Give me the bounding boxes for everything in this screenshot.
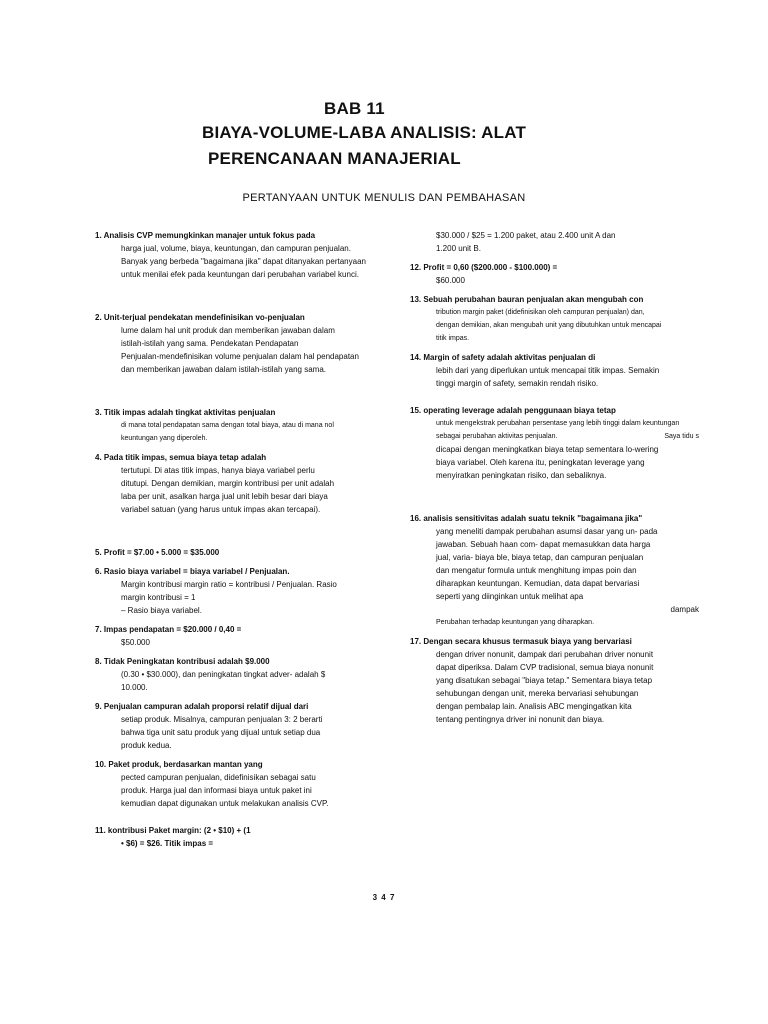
body-line: tentang pentingnya driver ini nonunit dan biaya. xyxy=(436,715,605,724)
body-line: seperti yang diinginkan untuk melihat apa xyxy=(436,592,584,601)
body-line: produk kedua. xyxy=(121,741,172,750)
body-line: biaya variabel. Oleh karena itu, peningkatan leverage yang xyxy=(436,458,645,467)
body-line: Penjualan-mendefinisikan volume penjualan dalam hal pendapatan xyxy=(121,352,359,361)
question-heading: 7. Impas pendapatan = $20.000 / 0,40 = xyxy=(95,625,242,634)
body-line: jual, varia- biaya ble, biaya tetap, dan campuran penjualan xyxy=(436,553,644,562)
question-13 xyxy=(410,293,705,345)
question-10 xyxy=(95,758,385,810)
question-body xyxy=(410,306,705,345)
question-11 xyxy=(95,824,385,850)
question-1 xyxy=(95,229,385,281)
question-body xyxy=(95,771,385,810)
question-heading: 6. Rasio biaya variabel = biaya variabel / Penjualan. xyxy=(95,567,290,576)
question-9 xyxy=(95,700,385,752)
question-body xyxy=(410,417,705,443)
question-heading: 11. kontribusi Paket margin: (2 • $10) + (1 xyxy=(95,826,251,835)
question-heading: 14. Margin of safety adalah aktivitas penjualan di xyxy=(410,353,596,362)
question-body xyxy=(95,837,385,850)
question-heading: 15. operating leverage adalah penggunaan biaya tetap xyxy=(410,406,616,415)
body-line: (0.30 • $30.000), dan peningkatan tingkat adver- adalah $ xyxy=(121,670,326,679)
body-line: produk. Harga jual dan informasi biaya untuk paket ini xyxy=(121,786,312,795)
body-line: untuk mengekstrak perubahan persentase yang lebih tinggi dalam keuntungan xyxy=(436,420,680,427)
body-line: untuk menilai efek pada keuntungan dari perubahan variabel kunci. xyxy=(121,270,359,279)
body-line: laba per unit, asalkan harga jual unit lebih besar dari biaya xyxy=(121,492,328,501)
body-line: dan memberikan jawaban dalam istilah-istilah yang sama. xyxy=(121,365,326,374)
question-body xyxy=(95,668,385,694)
body-text: sebagai perubahan aktivitas penjualan. xyxy=(436,433,558,440)
body-line: sehubungan dengan unit, mereka bervariasi sehubungan xyxy=(436,689,639,698)
body-line: setiap produk. Misalnya, campuran penjualan 3: 2 berarti xyxy=(121,715,323,724)
section-heading: PERTANYAAN UNTUK MENULIS DAN PEMBAHASAN xyxy=(242,192,526,204)
question-11-continued xyxy=(410,229,705,255)
question-2 xyxy=(95,311,385,376)
body-line: keuntungan yang diperoleh. xyxy=(121,435,208,442)
question-body xyxy=(95,578,385,617)
question-3 xyxy=(95,406,385,445)
body-line: di mana total pendapatan sama dengan total biaya, atau di mana nol xyxy=(121,422,334,429)
question-heading: 13. Sebuah perubahan bauran penjualan akan mengubah con xyxy=(410,295,644,304)
question-heading: 5. Profit = $7.00 • 5.000 = $35.000 xyxy=(95,548,220,557)
body-line: dengan demikian, akan mengubah unit yang dibutuhkan untuk mencapai xyxy=(436,322,662,329)
question-heading: 4. Pada titik impas, semua biaya tetap adalah xyxy=(95,453,267,462)
body-line: 10.000. xyxy=(121,683,148,692)
question-heading: 16. analisis sensitivitas adalah suatu teknik "bagaimana jika" xyxy=(410,514,643,523)
question-12 xyxy=(410,261,705,287)
body-line: Banyak yang berbeda "bagaimana jika" dapat ditanyakan pertanyaan xyxy=(121,257,366,266)
body-line: lebih dari yang diperlukan untuk mencapai titik impas. Semakin xyxy=(436,366,660,375)
body-line: titik impas. xyxy=(436,335,470,342)
body-line: bahwa tiga unit satu produk yang dijual untuk setiap dua xyxy=(121,728,321,737)
question-5 xyxy=(95,546,385,559)
question-16 xyxy=(410,512,705,629)
body-line: yang meneliti dampak perubahan asumsi dasar yang un- pada xyxy=(436,527,658,536)
question-7 xyxy=(95,623,385,649)
body-line: tinggi margin of safety, semakin rendah risiko. xyxy=(436,379,599,388)
question-heading: 17. Dengan secara khusus termasuk biaya yang bervariasi xyxy=(410,637,632,646)
body-line: diharapkan keuntungan. Kemudian, data dapat bervariasi xyxy=(436,579,640,588)
question-4 xyxy=(95,451,385,516)
question-body xyxy=(95,464,385,516)
body-line: kemudian dapat digunakan untuk melakukan analisis CVP. xyxy=(121,799,329,808)
question-17 xyxy=(410,635,705,726)
chapter-title-line1: BIAYA-VOLUME-LABA ANALISIS: ALAT xyxy=(202,123,527,142)
question-15 xyxy=(410,404,705,482)
body-line: • $6) = $26. Titik impas = xyxy=(121,839,214,848)
left-column xyxy=(95,229,385,850)
body-line: Margin kontribusi margin ratio = kontribusi / Penjualan. Rasio xyxy=(121,580,337,589)
right-column xyxy=(410,229,705,726)
question-heading: 1. Analisis CVP memungkinkan manajer untuk fokus pada xyxy=(95,231,316,240)
body-line: tertutupi. Di atas titik impas, hanya biaya variabel perlu xyxy=(121,466,315,475)
body-line: menyiratkan peningkatan risiko, dan sebaliknya. xyxy=(436,471,607,480)
body-line: lume dalam hal unit produk dan memberikan jawaban dalam xyxy=(121,326,335,335)
question-body xyxy=(95,242,385,281)
body-line: pected campuran penjualan, didefinisikan sebagai satu xyxy=(121,773,316,782)
body-line: $30.000 / $25 = 1.200 paket, atau 2.400 unit A dan xyxy=(436,231,616,240)
body-line: dampak xyxy=(670,605,699,614)
body-line: jawaban. Sebuah haan com- dapat memasukkan data harga xyxy=(436,540,651,549)
body-line: dengan pembalap lain. Analisis ABC mengingatkan kita xyxy=(436,702,632,711)
body-line: dengan driver nonunit, dampak dari perubahan driver nonunit xyxy=(436,650,654,659)
question-8 xyxy=(95,655,385,694)
question-heading: 10. Paket produk, berdasarkan mantan yang xyxy=(95,760,263,769)
body-line xyxy=(436,430,705,443)
chapter-number: BAB 11 xyxy=(324,99,385,118)
body-line: $60.000 xyxy=(436,276,465,285)
question-body xyxy=(410,274,705,287)
body-line: tribution margin paket (didefinisikan oleh campuran penjualan) dan, xyxy=(436,309,645,316)
question-body xyxy=(410,648,705,726)
question-body xyxy=(95,419,385,445)
question-heading: 12. Profit = 0,60 ($200.000 - $100.000) = xyxy=(410,263,558,272)
question-heading: 8. Tidak Peningkatan kontribusi adalah $9.000 xyxy=(95,657,270,666)
question-heading: 9. Penjualan campuran adalah proporsi relatif dijual dari xyxy=(95,702,309,711)
body-line: margin kontribusi = 1 xyxy=(121,593,196,602)
chapter-title-line2: PERENCANAAN MANAJERIAL xyxy=(208,149,461,168)
question-body xyxy=(95,324,385,376)
body-line: dapat diperiksa. Dalam CVP tradisional, semua biaya nonunit xyxy=(436,663,654,672)
question-heading: 3. Titik impas adalah tingkat aktivitas penjualan xyxy=(95,408,276,417)
body-line: $50.000 xyxy=(121,638,150,647)
body-line: dan mengatur formula untuk menghitung impas poin dan xyxy=(436,566,637,575)
body-line: harga jual, volume, biaya, keuntungan, dan campuran penjualan. xyxy=(121,244,351,253)
body-line: ditutupi. Dengan demikian, margin kontribusi per unit adalah xyxy=(121,479,335,488)
body-line: Perubahan terhadap keuntungan yang diharapkan. xyxy=(436,619,595,626)
margin-note: Saya tidu s xyxy=(664,433,699,440)
question-14 xyxy=(410,351,705,390)
question-body xyxy=(410,229,705,255)
body-line: dicapai dengan meningkatkan biaya tetap sementara lo-wering xyxy=(436,445,659,454)
body-line: – Rasio biaya variabel. xyxy=(121,606,202,615)
question-body xyxy=(95,713,385,752)
question-body xyxy=(410,525,705,629)
body-line: variabel satuan (yang harus untuk impas akan tercapai). xyxy=(121,505,321,514)
body-line: 1.200 unit B. xyxy=(436,244,481,253)
question-body xyxy=(95,636,385,649)
question-body xyxy=(410,443,705,482)
question-6 xyxy=(95,565,385,617)
body-line: istilah-istilah yang sama. Pendekatan Pendapatan xyxy=(121,339,299,348)
question-body xyxy=(410,364,705,390)
body-line: yang disatukan sebagai "biaya tetap." Sementara biaya tetap xyxy=(436,676,653,685)
question-heading: 2. Unit-terjual pendekatan mendefinisikan vo-penjualan xyxy=(95,313,305,322)
page-number: 3 4 7 xyxy=(372,893,396,902)
